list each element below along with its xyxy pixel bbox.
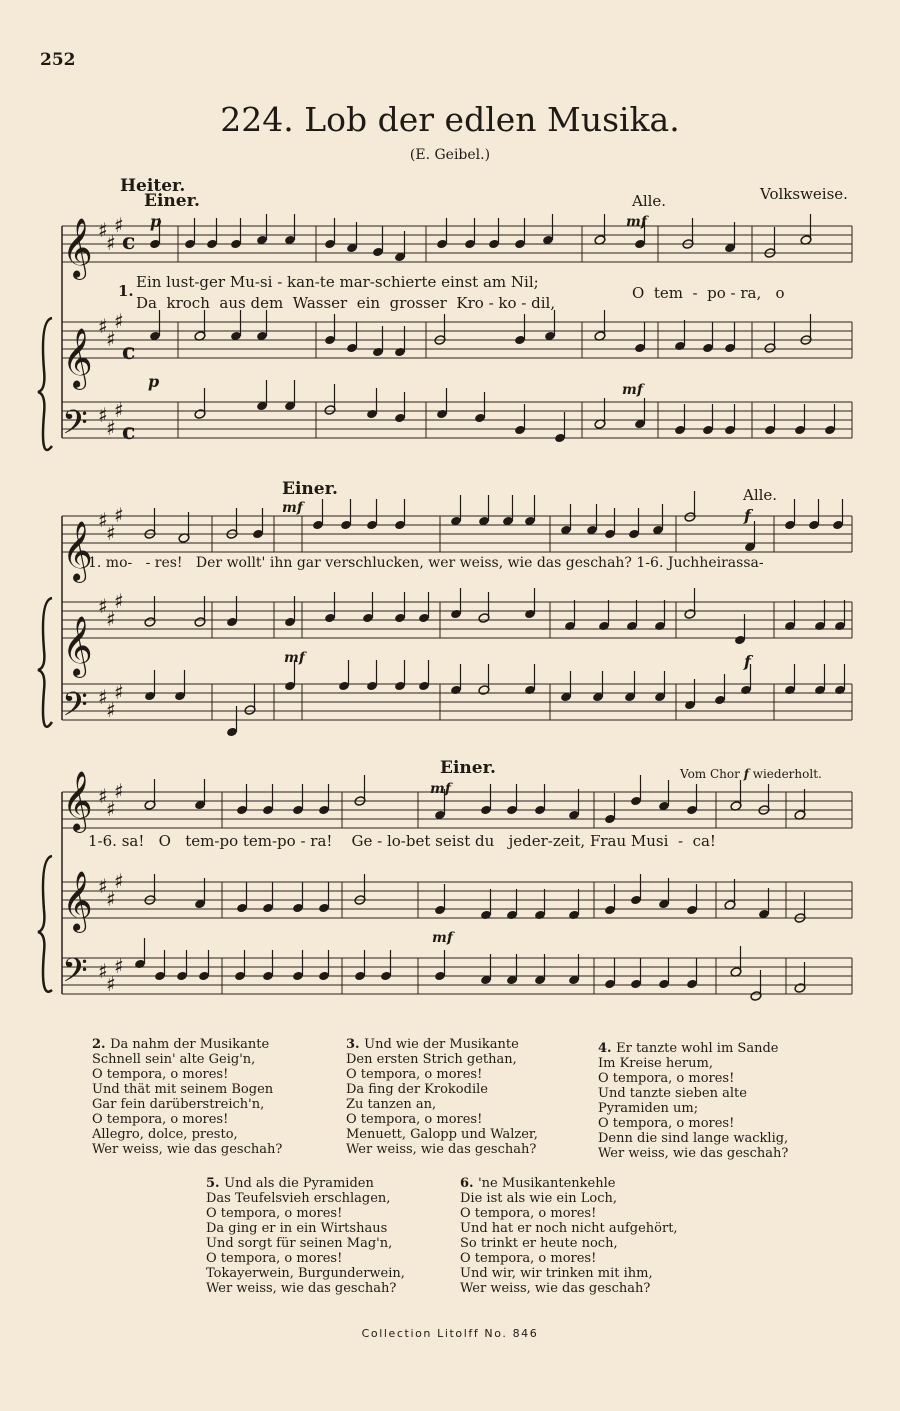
verse-line [206,1176,405,1191]
brace-icon [38,856,52,992]
dynamic-mf: mf [622,382,643,398]
verse-text: Wer weiss, wie das geschah? [206,1281,397,1296]
verse-text: Die ist als wie ein Loch, [460,1191,618,1206]
verse-text: Da fing der Krokodile [346,1082,488,1097]
verse-line [92,1037,282,1052]
verse-number: 3. [346,1037,365,1052]
tempo-marking: Heiter. [120,176,186,196]
verse-line [346,1052,538,1067]
sharp-icon: ♯ [98,685,108,709]
verse-line [92,1097,282,1112]
verse-line [206,1236,405,1251]
dynamic-mf: mf [626,214,647,230]
verse-line [206,1206,405,1221]
verse-text: Da nahm der Musikante [110,1037,270,1052]
verse-text: Und tanzte sieben alte [598,1086,747,1101]
verse-line [598,1131,788,1146]
sharp-icon: ♯ [98,218,108,242]
verse-number: 6. [460,1176,479,1191]
sharp-icon: ♯ [98,508,108,532]
sharp-icon: ♯ [98,314,108,338]
einer-marking: Einer. [282,479,338,499]
verse-line [598,1101,788,1116]
verse-text: O tempora, o mores! [92,1067,229,1082]
verse-number: 2. [92,1037,111,1052]
collection-footer: Collection Litolff No. 846 [361,1327,539,1340]
sharp-icon: ♯ [114,503,124,527]
verse-text: Er tanzte wohl im Sande [616,1041,779,1056]
verse-line [460,1251,678,1266]
treble-clef-icon: 𝄞 [62,616,93,676]
verse-line [346,1097,538,1112]
verse-line [92,1082,282,1097]
verse-text: Den ersten Strich gethan, [346,1052,517,1067]
dynamic-p: p [150,212,162,231]
treble-clef-icon: 𝄞 [62,871,93,931]
verse-text: Und thät mit seinem Bogen [92,1082,274,1097]
verse-block [460,1176,678,1296]
lyric-line: O tem - po - ra, o [632,284,785,302]
verse-line [598,1086,788,1101]
verse-line [598,1056,788,1071]
verse-text: Da ging er in ein Wirtshaus [206,1221,388,1236]
verse-text: Und sorgt für seinen Mag'n, [206,1236,393,1251]
verse-line [206,1266,405,1281]
sharp-icon: ♯ [106,698,116,722]
sharp-icon: ♯ [106,416,116,440]
dynamic-mf: mf [282,500,303,516]
verse-text: Menuett, Galopp und Walzer, [346,1127,538,1142]
sharp-icon: ♯ [114,589,124,613]
sharp-icon: ♯ [114,779,124,803]
verse-text: O tempora, o mores! [460,1251,597,1266]
verse-line [346,1037,538,1052]
verse-line [460,1266,678,1281]
lyric-line: Da kroch aus dem Wasser ein grosser Kro - ko - dil, [136,294,556,312]
common-time-icon: c [122,229,136,255]
dynamic-mf: mf [284,650,305,666]
sharp-icon: ♯ [114,213,124,237]
verse-block [92,1037,282,1157]
sharp-icon: ♯ [106,607,116,631]
common-time-icon: c [122,419,136,445]
verse-line [206,1251,405,1266]
verse-line [92,1052,282,1067]
sharp-icon: ♯ [98,784,108,808]
verse-line [206,1191,405,1206]
verse-block [598,1041,788,1161]
sharp-icon: ♯ [106,231,116,255]
verse-line [598,1041,788,1056]
verse-line [346,1067,538,1082]
treble-clef-icon: 𝄞 [62,771,93,831]
treble-clef-icon: 𝄞 [62,218,93,278]
verse-line [346,1082,538,1097]
sharp-icon: ♯ [106,972,116,996]
verse-line [460,1281,678,1296]
verse-line [92,1142,282,1157]
verse-text: 'ne Musikantenkehle [478,1176,616,1191]
sharp-icon: ♯ [114,398,124,422]
einer-marking: Einer. [440,758,496,778]
verse-line [460,1176,678,1191]
alle-marking: Alle. [743,486,778,504]
verse-line [206,1281,405,1296]
common-time-icon: c [122,339,136,365]
lyric-line: Ein lust-ger Mu-si - kan-te mar-schierte einst am Nil; [136,273,539,291]
verse-text: Gar fein darüberstreich'n, [92,1097,265,1112]
verse-line [346,1127,538,1142]
verse-text: Und wir, wir trinken mit ihm, [460,1266,653,1281]
verse-line [346,1112,538,1127]
dynamic-f: f [744,506,751,525]
verse-text: So trinkt er heute noch, [460,1236,618,1251]
sharp-icon: ♯ [98,594,108,618]
verse-text: Zu tanzen an, [346,1097,437,1112]
verse-text: O tempora, o mores! [460,1206,597,1221]
sharp-icon: ♯ [98,403,108,427]
verse-line [460,1236,678,1251]
verse-text: Wer weiss, wie das geschah? [598,1146,789,1161]
sharp-icon: ♯ [106,797,116,821]
repeat-instruction: Vom Chor f wiederholt. [680,767,822,781]
bass-clef-icon: 𝄢 [62,686,88,732]
verse-text: Und wie der Musikante [364,1037,519,1052]
verse-text: O tempora, o mores! [206,1206,343,1221]
verse-text: O tempora, o mores! [598,1071,735,1086]
verse-text: Allegro, dolce, presto, [92,1127,238,1142]
einer-marking: Einer. [144,191,200,211]
sharp-icon: ♯ [98,959,108,983]
dynamic-f: f [744,652,751,671]
verse-text: Schnell sein' alte Geig'n, [92,1052,256,1067]
alle-marking: Alle. [632,192,667,210]
bass-clef-icon: 𝄢 [62,404,88,450]
verse-line [346,1142,538,1157]
song-title: 224. Lob der edlen Musika. [220,100,680,139]
verse-block [346,1037,538,1157]
verse-text: Und als die Pyramiden [224,1176,374,1191]
verse-text: O tempora, o mores! [598,1116,735,1131]
brace-icon [38,318,52,450]
dynamic-mf: mf [432,930,453,946]
verse-text: Wer weiss, wie das geschah? [460,1281,651,1296]
verse-text: Tokayerwein, Burgunderwein, [206,1266,405,1281]
treble-clef-icon: 𝄞 [62,521,93,581]
verse-number: 1. [118,282,134,300]
verse-text: O tempora, o mores! [206,1251,343,1266]
sharp-icon: ♯ [106,327,116,351]
verse-line [460,1206,678,1221]
verse-line [92,1112,282,1127]
verse-line [92,1127,282,1142]
dynamic-p: p [148,372,160,391]
sharp-icon: ♯ [106,521,116,545]
sharp-icon: ♯ [114,309,124,333]
sharp-icon: ♯ [114,954,124,978]
verse-text: Denn die sind lange wacklig, [598,1131,789,1146]
sharp-icon: ♯ [98,874,108,898]
verse-text: O tempora, o mores! [346,1067,483,1082]
verse-line [598,1146,788,1161]
verse-text: Das Teufelsvieh erschlagen, [206,1191,391,1206]
verse-text: Wer weiss, wie das geschah? [92,1142,283,1157]
treble-clef-icon: 𝄞 [62,328,93,388]
sharp-icon: ♯ [114,869,124,893]
verse-line [460,1221,678,1236]
dynamic-mf: mf [430,781,451,797]
verse-line [598,1071,788,1086]
verse-block [206,1176,405,1296]
melody-credit: Volksweise. [760,185,848,203]
verse-line [598,1116,788,1131]
verse-line [92,1067,282,1082]
verse-number: 4. [598,1041,617,1056]
verse-text: Und hat er noch nicht aufgehört, [460,1221,678,1236]
sharp-icon: ♯ [114,680,124,704]
page-number: 252 [40,50,76,70]
verse-line [206,1221,405,1236]
verse-text: O tempora, o mores! [92,1112,229,1127]
verse-line [460,1191,678,1206]
verse-number: 5. [206,1176,225,1191]
lyric-line: 1-6. sa! O tem-po tem-po - ra! Ge - lo-bet seist du jeder-zeit, Frau Musi - ca! [88,832,716,850]
verse-text: Pyramiden um; [598,1101,699,1116]
sharp-icon: ♯ [106,887,116,911]
bass-clef-icon: 𝄢 [62,952,88,998]
poet-credit: (E. Geibel.) [409,147,491,163]
verse-text: Wer weiss, wie das geschah? [346,1142,537,1157]
verse-text: O tempora, o mores! [346,1112,483,1127]
lyric-line: 1. mo- - res! Der wollt' ihn gar verschlucken, wer weiss, wie das geschah? 1-6. Juchheirassa- [88,555,764,571]
verse-text: Im Kreise herum, [598,1056,713,1071]
brace-icon [38,598,52,727]
